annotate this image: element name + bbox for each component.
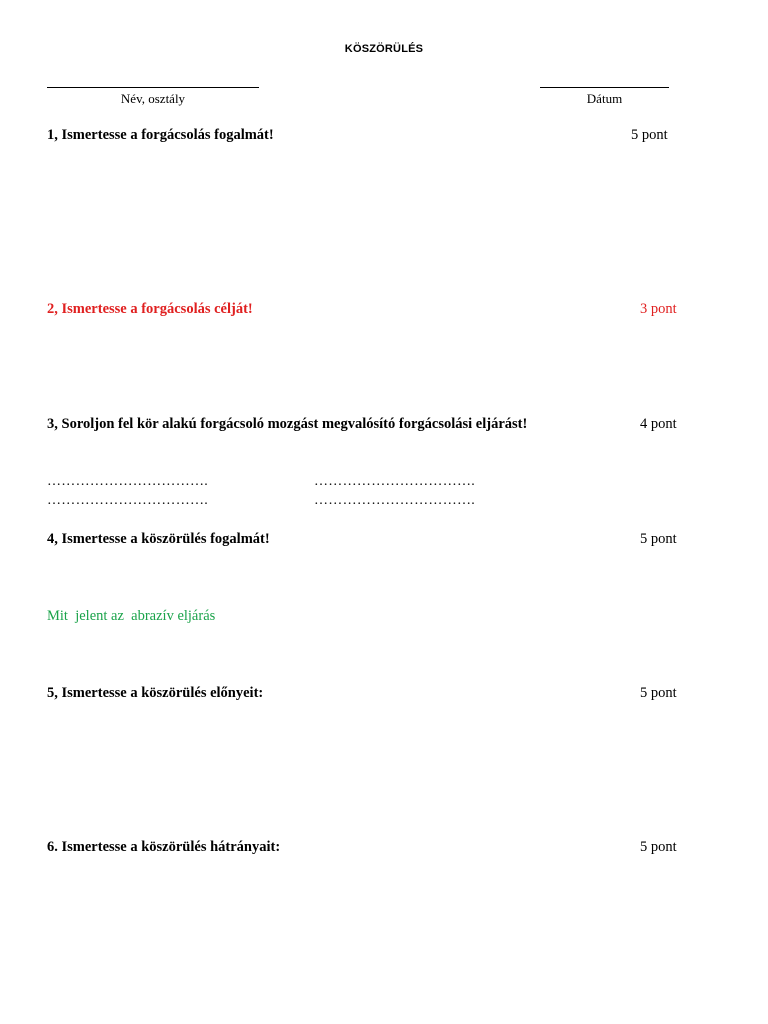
question-1: 1, Ismertesse a forgácsolás fogalmát! bbox=[47, 127, 274, 143]
question-2: 2, Ismertesse a forgácsolás célját! bbox=[47, 301, 253, 317]
answer-blank: ……………………………. bbox=[314, 474, 476, 489]
page-title: KÖSZÖRÜLÉS bbox=[344, 43, 424, 55]
answer-blank: ……………………………. bbox=[314, 493, 476, 508]
name-line bbox=[47, 87, 259, 88]
question-4: 4, Ismertesse a köszörülés fogalmát! bbox=[47, 531, 270, 547]
points-3: 4 pont bbox=[640, 416, 677, 432]
question-3: 3, Soroljon fel kör alakú forgácsoló mozgást megvalósító forgácsolási eljárást! bbox=[47, 416, 528, 432]
date-line bbox=[540, 87, 669, 88]
date-label: Dátum bbox=[586, 91, 623, 106]
points-1: 5 pont bbox=[631, 127, 668, 143]
points-4: 5 pont bbox=[640, 531, 677, 547]
note-abrasive-process: Mit jelent az abrazív eljárás bbox=[47, 608, 216, 624]
answer-blank: ……………………………. bbox=[47, 474, 209, 489]
points-2: 3 pont bbox=[640, 301, 677, 317]
answer-blank: ……………………………. bbox=[47, 493, 209, 508]
points-5: 5 pont bbox=[640, 685, 677, 701]
question-5: 5, Ismertesse a köszörülés előnyeit: bbox=[47, 685, 264, 701]
points-6: 5 pont bbox=[640, 839, 677, 855]
name-label: Név, osztály bbox=[120, 91, 186, 106]
question-6: 6. Ismertesse a köszörülés hátrányait: bbox=[47, 839, 281, 855]
